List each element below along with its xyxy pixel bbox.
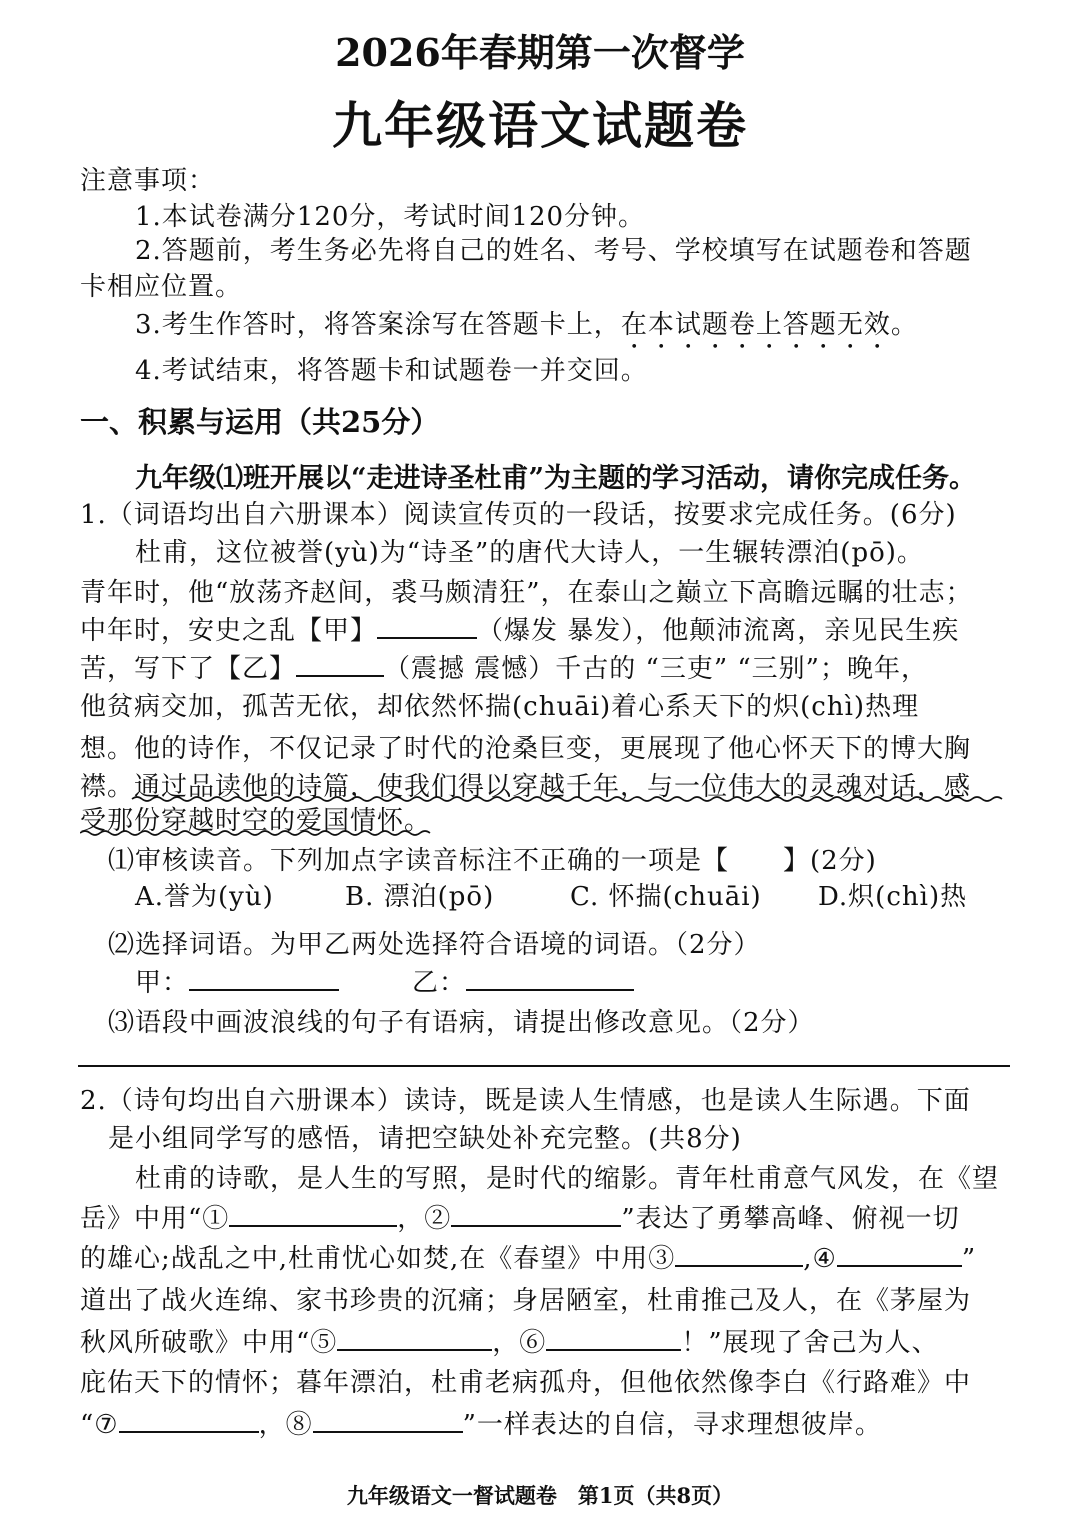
q2-para-line6: 庇佑天下的情怀；暮年漂泊，杜甫老病孤舟，但他依然像李白《行路难》中: [80, 1368, 972, 1398]
blank-4[interactable]: [837, 1243, 962, 1267]
notice-item-4: 4.考试结束，将答题卡和试题卷一并交回。: [135, 356, 648, 386]
exam-title-line2: 九年级语文试题卷: [332, 96, 748, 155]
notice-item-2: 2.答题前，考生务必先将自己的姓名、考号、学校填写在试题卷和答题: [135, 236, 972, 266]
option-d[interactable]: D.炽(chì)热: [818, 882, 968, 912]
option-c[interactable]: C. 怀揣(chuāi): [570, 882, 762, 912]
option-b[interactable]: B. 漂泊(pō): [345, 882, 495, 912]
q2-line5-a: 秋风所破歌》中用“⑤: [80, 1328, 338, 1358]
q2-line2-b: ，②: [397, 1204, 452, 1234]
q2-line2-c: ”表达了勇攀高峰、俯视一切: [621, 1204, 960, 1234]
q2-para-line1: 杜甫的诗歌，是人生的写照，是时代的缩影。青年杜甫意气风发，在《望: [135, 1164, 1000, 1194]
q2-para-line5: [80, 1322, 939, 1359]
wavy-sentence-part1: 通过品读他的诗篇，使我们得以穿越千年，与一位伟大的灵魂对话，感: [134, 772, 972, 802]
section-heading: 一、积累与运用（共25分）: [80, 405, 440, 439]
blank-5[interactable]: [337, 1327, 492, 1351]
q1-para-line3: [80, 610, 959, 647]
q1-para-line7-a: 襟。: [80, 772, 135, 802]
q1-sub3: ⑶语段中画波浪线的句子有语病，请提出修改意见。（2分）: [108, 1008, 815, 1038]
option-a[interactable]: A.誉为(yù): [135, 882, 274, 912]
q1-para-line4-a: 苦，写下了【乙】: [80, 654, 297, 684]
answer-jia: [135, 962, 339, 999]
q2-line3-a: 的雄心;战乱之中,杜甫忧心如焚,在《春望》中用③: [80, 1244, 676, 1274]
blank-yi[interactable]: [296, 653, 384, 677]
notice-item-3-end: 。: [890, 310, 918, 340]
q1-para-line2: 青年时，他“放荡齐赵间，裘马颇清狂”，在泰山之巅立下高瞻远瞩的壮志；: [80, 578, 973, 608]
q2-line5-b: ，⑥: [492, 1328, 547, 1358]
notice-emphasis: 在本试题卷上答题无效: [620, 310, 891, 340]
q2-stem-line1: 2.（诗句均出自六册课本）读诗，既是读人生情感，也是读人生际遇。下面: [80, 1086, 971, 1116]
q1-para-line4-b: （震撼 震憾）千古的 “三吏” “三别”；晚年，: [384, 654, 928, 684]
q2-line7-a: “⑦: [80, 1410, 119, 1440]
exam-title-line1: 2026年春期第一次督学: [335, 30, 745, 75]
answer-jia-label: 甲：: [135, 968, 190, 998]
page-footer: 九年级语文一督试题卷 第1页（共8页）: [346, 1483, 734, 1508]
answer-yi-label: 乙：: [412, 968, 467, 998]
notice-item-1: 1.本试卷满分120分，考试时间120分钟。: [135, 202, 646, 232]
q2-line2-a: 岳》中用“①: [80, 1204, 230, 1234]
q1-para-line1: 杜甫，这位被誉(yù)为“诗圣”的唐代大诗人，一生辗转漂泊(pō)。: [135, 538, 924, 568]
q2-line3-b: ,④: [803, 1244, 837, 1274]
q1-para-line5: 他贫病交加，孤苦无依，却依然怀揣(chuāi)着心系天下的炽(chì)热理: [80, 692, 920, 722]
answer-yi: [412, 962, 634, 999]
blank-1[interactable]: [229, 1203, 397, 1227]
notice-heading: 注意事项：: [80, 166, 216, 196]
section-intro: 九年级⑴班开展以“走进诗圣杜甫”为主题的学习活动，请你完成任务。: [135, 463, 977, 494]
wavy-underline-2: [80, 829, 440, 837]
q2-para-line2: [80, 1198, 960, 1235]
q1-sub2: ⑵选择词语。为甲乙两处选择符合语境的词语。（2分）: [108, 930, 761, 960]
q2-line7-c: ”一样表达的自信，寻求理想彼岸。: [462, 1410, 882, 1440]
q2-line3-c: ”: [961, 1244, 977, 1274]
q2-para-line3: [80, 1238, 976, 1275]
blank-6[interactable]: [546, 1327, 681, 1351]
q2-stem-line2: 是小组同学写的感悟，请把空缺处补充完整。(共8分): [108, 1124, 742, 1154]
q1-para-line3-b: （爆发 暴发），他颠沛流离，亲见民生疾: [477, 616, 960, 646]
wavy-sentence-part2: 受那份穿越时空的爱国情怀。: [80, 806, 432, 836]
q1-sub1: ⑴审核读音。下列加点字读音标注不正确的一项是【 】(2分): [108, 846, 877, 876]
blank-jia[interactable]: [377, 615, 477, 639]
q1-para-line6: 想。他的诗作，不仅记录了时代的沧桑巨变，更展现了他心怀天下的博大胸: [80, 734, 972, 764]
blank-8[interactable]: [313, 1409, 463, 1433]
notice-item-3-text: 3.考生作答时，将答案涂写在答题卡上，: [135, 310, 621, 340]
q1-para-line4: [80, 648, 928, 685]
blank-7[interactable]: [119, 1409, 259, 1433]
answer-line-sub3[interactable]: [78, 1065, 1010, 1067]
notice-item-2-cont: 卡相应位置。: [80, 272, 243, 302]
q2-para-line4: 道出了战火连绵、家书珍贵的沉痛；身居陋室，杜甫推己及人，在《茅屋为: [80, 1286, 972, 1316]
q1-stem: 1.（词语均出自六册课本）阅读宣传页的一段话，按要求完成任务。(6分): [80, 500, 957, 530]
blank-3[interactable]: [675, 1243, 803, 1267]
q1-para-line3-a: 中年时，安史之乱【甲】: [80, 616, 378, 646]
q2-line5-c: ！”展现了舍己为人、: [681, 1328, 939, 1358]
notice-item-3: [135, 304, 918, 355]
answer-jia-blank[interactable]: [189, 967, 339, 991]
q2-line7-b: ，⑧: [258, 1410, 313, 1440]
q2-para-line7: [80, 1404, 882, 1441]
answer-yi-blank[interactable]: [466, 967, 634, 991]
blank-2[interactable]: [451, 1203, 621, 1227]
